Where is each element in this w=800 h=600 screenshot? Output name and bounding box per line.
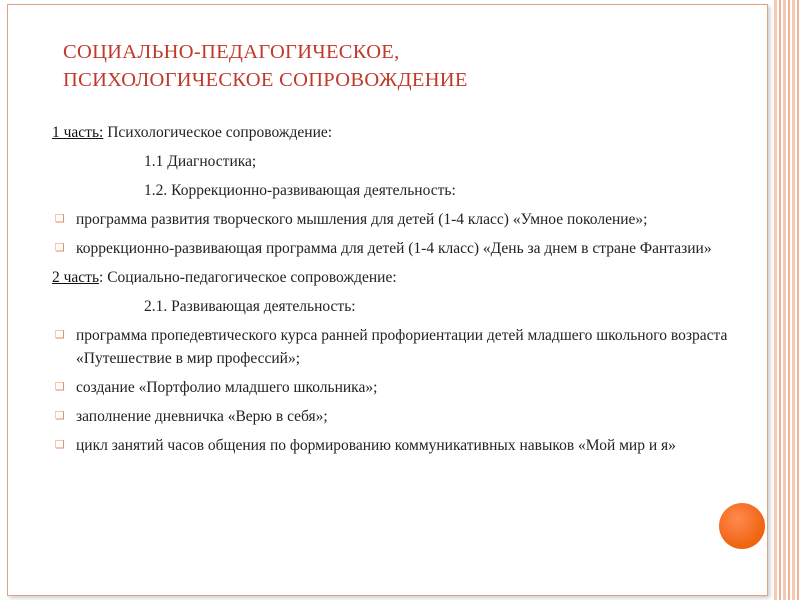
slide-content <box>52 121 752 463</box>
part2-label: 2 часть <box>52 269 100 286</box>
title-line-2: ПСИХОЛОГИЧЕСКОЕ СОПРОВОЖДЕНИЕ <box>63 69 468 91</box>
part1-text: Психологическое сопровождение: <box>103 124 333 141</box>
hollow-square-bullet-icon: ❑ <box>55 328 65 341</box>
list-item: ❑ цикл занятий часов общения по формированию коммуникативных навыков «Мой мир и я» <box>55 437 676 454</box>
hollow-square-bullet-icon: ❑ <box>55 212 65 225</box>
title-line-1: СОЦИАЛЬНО-ПЕДАГОГИЧЕСКОЕ, <box>63 41 400 63</box>
part1-label: 1 часть: <box>52 124 104 141</box>
list-item: ❑ создание «Портфолио младшего школьника»; <box>55 379 378 396</box>
hollow-square-bullet-icon: ❑ <box>55 241 65 254</box>
list-item: ❑ заполнение дневничка «Верю в себя»; <box>55 408 328 425</box>
hollow-square-bullet-icon: ❑ <box>55 409 65 422</box>
decorative-stripes <box>774 0 800 600</box>
part1-sub1: 1.1 Диагностика; <box>144 153 257 170</box>
part2-sub1: 2.1. Развивающая деятельность: <box>144 298 356 315</box>
part2-text: : Социально-педагогическое сопровождение: <box>99 269 397 286</box>
part2-heading <box>52 266 752 289</box>
list-item: ❑ программа развития творческого мышления для детей (1-4 класс) «Умное поколение»; <box>55 211 648 228</box>
slide-title <box>63 38 723 94</box>
hollow-square-bullet-icon: ❑ <box>55 380 65 393</box>
decorative-orange-circle <box>719 503 765 549</box>
part1-heading <box>52 121 752 144</box>
list-item: ❑ коррекционно-развивающая программа для детей (1-4 класс) «День за днем в стране Фантазии» <box>55 240 712 257</box>
part1-sub2: 1.2. Коррекционно-развивающая деятельность: <box>144 182 456 199</box>
hollow-square-bullet-icon: ❑ <box>55 438 65 451</box>
list-item: ❑ программа пропедевтического курса ранней профориентации детей младшего школьного возраста «Путешествие в мир профессий»; <box>55 327 728 367</box>
slide <box>7 4 768 596</box>
